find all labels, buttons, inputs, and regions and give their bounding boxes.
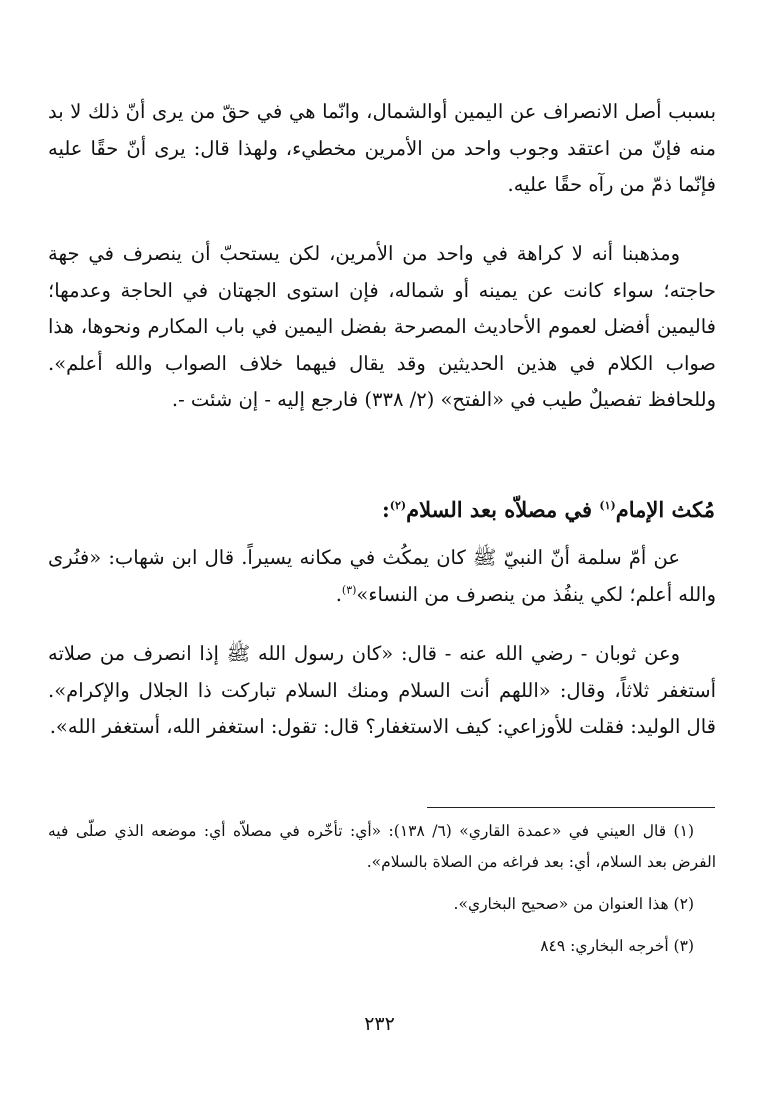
paragraph-text: بسبب أصل الانصراف عن اليمين أوالشمال، وانّما هي في حقّ من يرى أنّ ذلك لا بد منه فإنّ من اعتقد وجوب واحد من الأمرين مخطيء، ولهذا قال: يرى أنّ حقًا عليه فإنّما ذمّ من رآه حقًا عليه. [48,100,716,196]
heading-colon: : [381,497,390,522]
heading-text: في مصلاّه بعد السلام [406,497,593,522]
footnote-divider [427,807,715,808]
page-number: ٢٣٢ [364,1013,395,1035]
paragraph-thawban [48,636,716,746]
paragraph-end: . [335,582,342,606]
paragraph-wrapper [48,540,716,613]
paragraph-continuation [48,94,716,204]
footnote-marker: (٢) [389,499,407,512]
paragraph-umm-salama [48,540,716,613]
footnote-2: (٢) هذا العنوان من «صحيح البخاري». [453,895,694,913]
footnotes [48,816,716,973]
heading-text: مُكث الإمام [615,497,715,522]
section-heading [48,492,715,528]
footnote-1: (١) قال العيني في «عمدة القاري» (٦/ ١٣٨): «أي: تأخّره في مصلاّه أي: موضعه الذي صلّى فيه الفرض بعد السلام، أي: بعد فراغه من الصلاة بالسلام». [48,822,716,871]
paragraph-text: عن أمّ سلمة أنّ النبيّ ﷺ كان يمكُث في مكانه يسيراً. قال ابن شهاب: «فنُرى والله أعلم؛ لكي ينفُذ من ينصرف من النساء» [48,546,716,606]
paragraph-madhhab [48,236,716,419]
footnote-marker: (٣) [341,583,357,596]
footnote-marker: (١) [599,499,616,512]
paragraph-text: وعن ثوبان - رضي الله عنه - قال: «كان رسول الله ﷺ إذا انصرف من صلاته أستغفر ثلاثاً، وقال: «اللهم أنت السلام ومنك السلام تباركت ذا الجلال والإكرام». قال الوليد: فقلت للأوزاعي: كيف الاستغفار؟ قال: تقول: استغفر الله، أستغفر الله». [48,642,716,738]
footnote-3: (٣) أخرجه البخاري: ٨٤٩ [540,937,694,955]
paragraph-text: ومذهبنا أنه لا كراهة في واحد من الأمرين، لكن يستحبّ أن ينصرف في جهة حاجته؛ سواء كانت عن يمينه أو شماله، فإن استوى الجهتان في الحاجة وعدمها؛ فاليمين أفضل لعموم الأحاديث المصرحة بفضل اليمين في باب المكارم ونحوها، هذا صواب الكلام في هذين الحديثين وقد يقال فيهما خلاف الصواب والله أعلم». وللحافظ تفصيلٌ طيب في «الفتح» (٢/ ٣٣٨) فارجع إليه - إن شئت -. [48,242,716,411]
